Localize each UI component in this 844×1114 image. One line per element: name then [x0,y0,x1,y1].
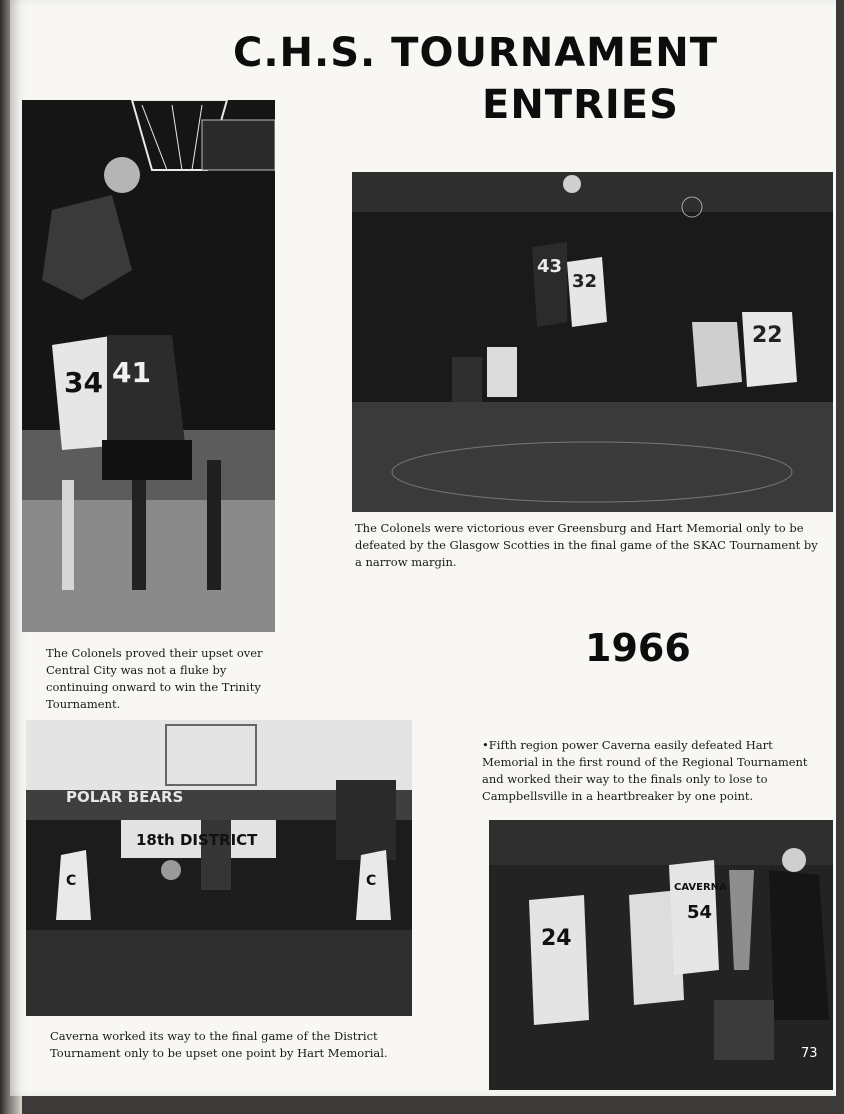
photo-trinity-tournament [22,100,275,632]
district-sign: 18th DISTRICT [136,831,258,849]
jersey-number: 34 [64,366,103,399]
page-number: 73 [801,1046,818,1061]
jersey-number: 24 [541,926,572,951]
cheer-letter: C [66,873,77,889]
caption-skac: The Colonels were victorious ever Greensburg and Hart Memorial only to be defeated by the Glasgow Scotties in the final game of the SKAC Tournament by a narrow margin. [355,521,818,569]
page-title-line2: ENTRIES [482,82,679,128]
caption-regional: •Fifth region power Caverna easily defeated Hart Memorial in the first round of the Regional Tournament and worked their way to the finals only to lose to Campbellsville in a heartbreaker by one point. [482,738,808,803]
jersey-number: 22 [752,323,783,348]
jersey-number: 54 [687,902,713,923]
cheer-letter: C [366,873,377,889]
caption-trinity: The Colonels proved their upset over Central City was not a fluke by continuing onward to win the Trinity Tournament. [46,646,263,711]
jersey-number: 41 [112,356,151,389]
page-title-line1: C.H.S. TOURNAMENT [233,30,719,76]
jersey-number: 32 [572,271,598,292]
year-heading: 1966 [585,626,691,670]
photo-skac-tournament [352,172,833,512]
photo-district-tournament [26,720,412,1016]
caption-district: Caverna worked its way to the final game of the District Tournament only to be upset one point by Hart Memorial. [50,1029,388,1060]
district-banner: POLAR BEARS [66,788,184,806]
shirt-text: CAVERNA [674,882,727,893]
jersey-number: 43 [537,256,563,277]
photo-regional-tournament [489,820,833,1090]
